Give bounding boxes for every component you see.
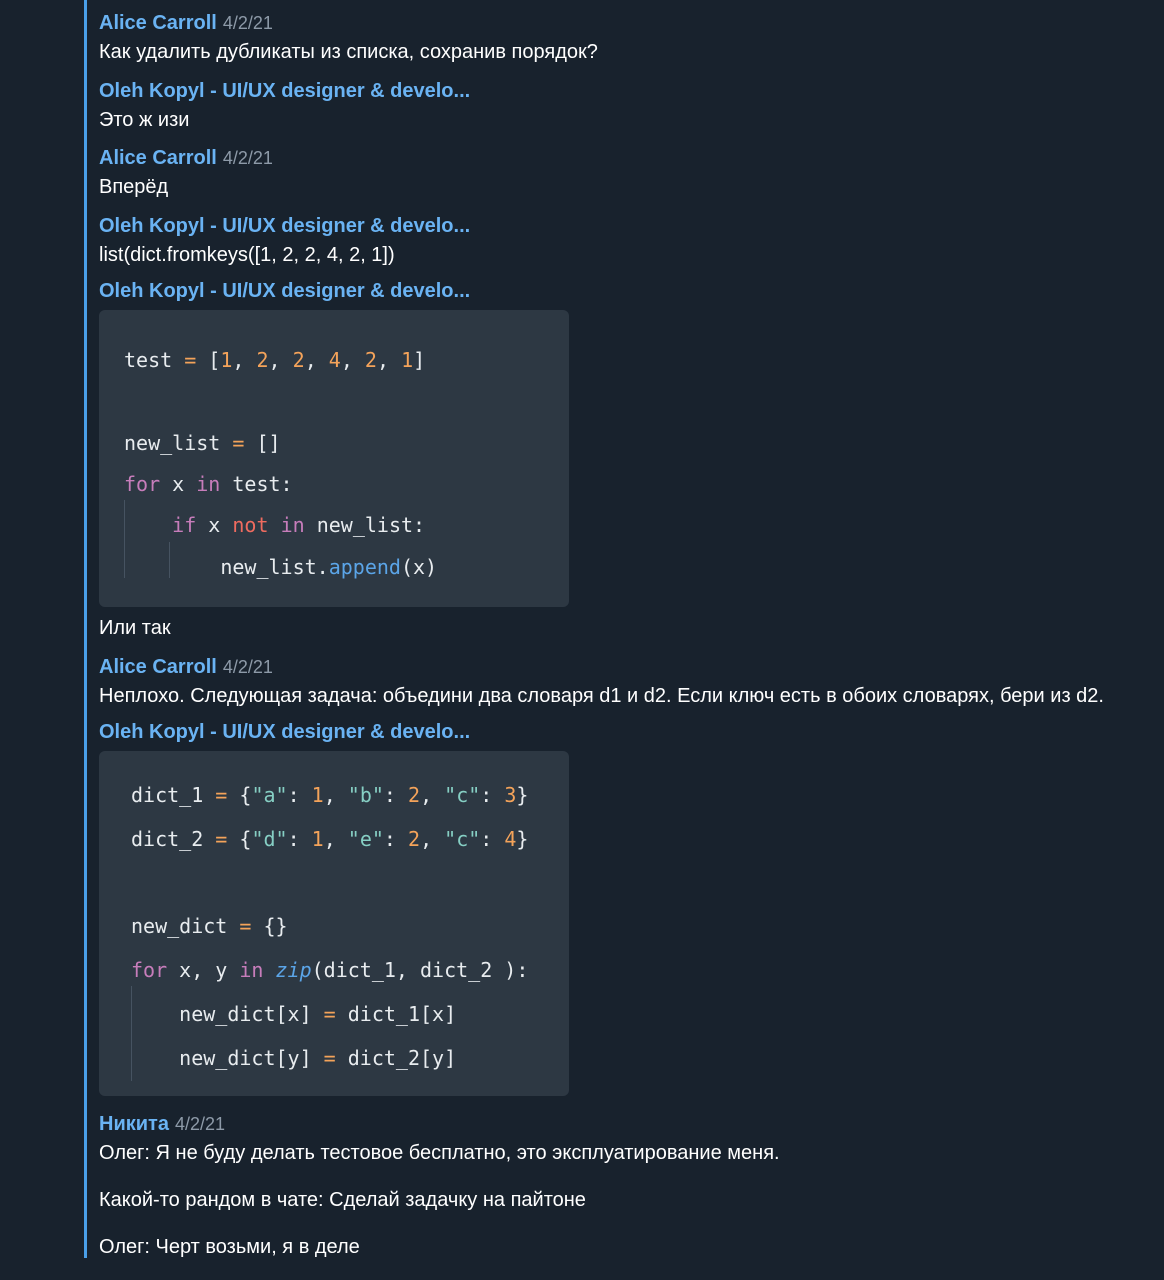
message-date: 4/2/21 [174,1114,226,1134]
message-text: Неплохо. Следующая задача: объедини два словаря d1 и d2. Если ключ есть в обоих словарях, бери из d2. [99,685,1104,707]
message-text: Как удалить дубликаты из списка, сохранив порядок? [99,41,598,63]
code-token: 2 [408,783,421,807]
code-token: for [131,958,168,982]
code-token: , [323,783,348,807]
code-line [124,512,425,538]
code-token: x, y [167,958,240,982]
code-token: new_dict [131,914,240,938]
code-token: "e" [347,827,384,851]
code-token: append [328,555,401,579]
code-token: "c" [444,827,481,851]
code-token: (x) [400,555,438,579]
author-name[interactable]: Oleh Kopyl - UI/UX designer & develo... [99,215,471,237]
code-token: : [480,827,505,851]
code-token: x [160,472,197,496]
code-token: 1 [220,348,233,372]
code-token: dict_1[x] [335,1002,457,1026]
code-token: = [215,827,228,851]
code-token: : [480,783,505,807]
code-token: dict_1 [131,783,216,807]
code-block[interactable] [99,751,569,1096]
message-text-line: Олег: Я не буду делать тестовое бесплатно, это эксплуатирование меня. [99,1142,780,1164]
code-line [124,347,425,373]
message-header [99,720,470,744]
code-token: 2 [292,348,305,372]
code-token: 1 [311,827,324,851]
code-token: = [323,1046,336,1070]
code-token: test [124,348,185,372]
code-token: = [239,914,252,938]
code-token: = [323,1002,336,1026]
code-token: "a" [251,783,288,807]
code-token: test: [220,472,293,496]
code-line [131,957,528,983]
message-header [99,11,273,35]
code-token: , [376,348,402,372]
message-date: 4/2/21 [222,13,273,33]
message-text: list(dict.fromkeys([1, 2, 2, 4, 2, 1]) [99,244,395,266]
code-token: = [232,431,245,455]
code-line [131,782,528,808]
code-token: [] [244,431,281,455]
code-token: : [287,827,312,851]
code-token: new_list. [124,555,329,579]
code-token: { [227,783,252,807]
code-token: 1 [311,783,324,807]
code-token: : [383,783,409,807]
code-token: for [124,472,161,496]
code-line [124,430,281,456]
author-name[interactable]: Alice Carroll [99,12,217,34]
code-token: , [268,348,293,372]
code-token: 2 [256,348,269,372]
author-name[interactable]: Oleh Kopyl - UI/UX designer & develo... [99,280,471,302]
code-token: , [420,827,445,851]
code-line [131,913,288,939]
code-token [263,958,275,982]
code-token: in [280,513,305,537]
code-token: ] [413,348,426,372]
code-token: = [184,348,197,372]
author-name[interactable]: Alice Carroll [99,147,217,169]
code-line [131,826,528,852]
author-name[interactable]: Alice Carroll [99,656,217,678]
message-date: 4/2/21 [222,148,273,168]
code-line [131,1001,456,1027]
code-token: new_dict[y] [131,1046,324,1070]
code-line [131,1045,456,1071]
code-token: new_dict[x] [131,1002,324,1026]
code-token: 4 [328,348,341,372]
code-token: dict_2 [131,827,216,851]
code-line [124,554,437,580]
code-token: 3 [504,783,517,807]
code-token: [ [196,348,221,372]
code-token: in [239,958,264,982]
code-token: 1 [401,348,414,372]
code-token: dict_2[y] [335,1046,457,1070]
code-token: , [323,827,348,851]
code-token: : [287,783,312,807]
code-token: {} [251,914,288,938]
code-token: if [172,513,197,537]
code-token: x [196,513,233,537]
code-token: , [232,348,257,372]
code-token [269,513,281,537]
code-token: new_list: [304,513,426,537]
code-token: , [304,348,329,372]
code-token: } [516,827,529,851]
code-block[interactable] [99,310,569,607]
code-token [124,513,172,537]
message-header [99,655,273,679]
code-token: (dict_1, dict_2 ): [311,958,529,982]
code-line [124,471,293,497]
code-token: zip [275,958,312,982]
code-token: in [196,472,221,496]
message-header [99,1112,225,1136]
code-token: , [340,348,365,372]
code-token: = [215,783,228,807]
message-text: Вперёд [99,176,169,198]
code-token: { [227,827,252,851]
code-token: : [383,827,409,851]
message-date: 4/2/21 [222,657,273,677]
code-token: 2 [408,827,421,851]
author-name[interactable]: Oleh Kopyl - UI/UX designer & develo... [99,721,471,743]
message-header [99,146,273,170]
code-token: "d" [251,827,288,851]
message-header [99,214,470,238]
message-text-line: Олег: Черт возьми, я в деле [99,1236,360,1258]
code-token: 2 [364,348,377,372]
author-name[interactable]: Никита [99,1113,169,1135]
reply-quote-bar [84,0,87,1258]
code-token: , [420,783,445,807]
message-header [99,279,470,303]
message-text-line: Какой-то рандом в чате: Сделай задачку на пайтоне [99,1189,586,1211]
code-token: not [232,513,269,537]
message-text: Или так [99,617,171,639]
code-token: 4 [504,827,517,851]
message-text: Это ж изи [99,109,190,131]
code-token: } [516,783,529,807]
message-header [99,79,470,103]
code-token: "c" [444,783,481,807]
code-token: new_list [124,431,233,455]
author-name[interactable]: Oleh Kopyl - UI/UX designer & develo... [99,80,471,102]
code-token: "b" [347,783,384,807]
